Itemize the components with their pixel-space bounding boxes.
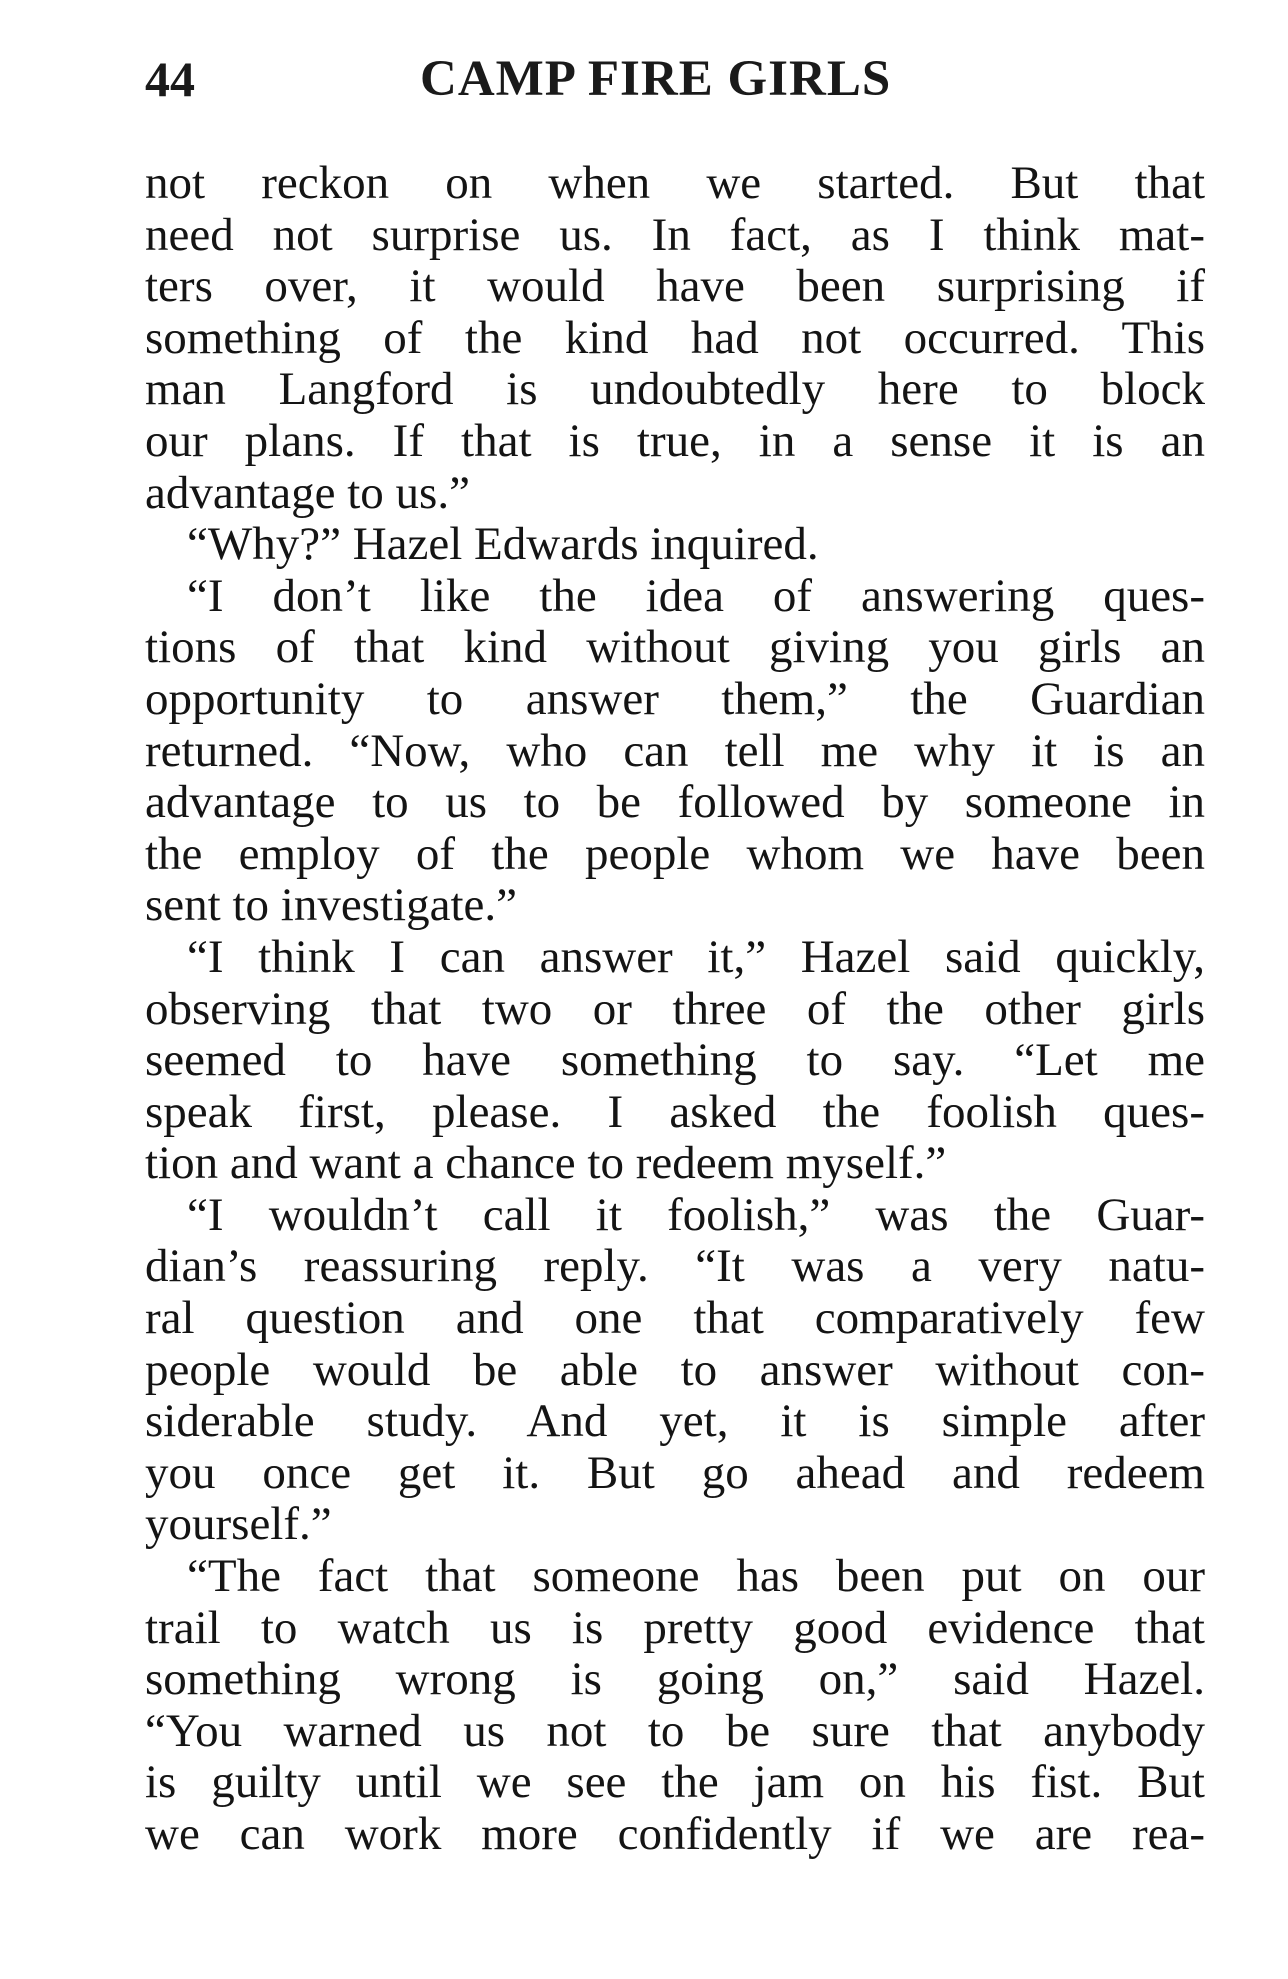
text-line: sent to investigate.” [145, 879, 517, 932]
body-text [145, 158, 1205, 1861]
text-line: seemed to have something to say. “Let me [145, 1034, 1205, 1087]
text-line: opportunity to answer them,” the Guardian [145, 672, 1205, 725]
text-line: siderable study. And yet, it is simple after [145, 1395, 1205, 1448]
text-line: “Why?” Hazel Edwards inquired. [187, 518, 819, 571]
text-line: yourself.” [145, 1498, 332, 1551]
text-line: ters over, it would have been surprising if [145, 260, 1205, 313]
text-line: ral question and one that comparatively few [145, 1292, 1205, 1345]
page-number: 44 [145, 51, 195, 107]
text-line: something of the kind had not occurred. This [145, 311, 1205, 364]
text-line: need not surprise us. In fact, as I think mat- [145, 208, 1205, 261]
text-line: “I wouldn’t call it foolish,” was the Guar- [187, 1188, 1205, 1241]
text-line: speak first, please. I asked the foolish ques- [145, 1085, 1205, 1138]
text-line: “I think I can answer it,” Hazel said quickly, [187, 930, 1205, 983]
text-line: man Langford is undoubtedly here to block [145, 363, 1205, 416]
text-line: people would be able to answer without con- [145, 1343, 1205, 1396]
text-line: something wrong is going on,” said Hazel. [145, 1653, 1205, 1706]
text-line: tion and want a chance to redeem myself.” [145, 1137, 947, 1190]
text-line: “The fact that someone has been put on our [187, 1550, 1205, 1603]
text-line: not reckon on when we started. But that [145, 157, 1205, 209]
text-line: tions of that kind without giving you girls an [145, 621, 1205, 674]
text-line: “You warned us not to be sure that anybody [145, 1704, 1205, 1757]
text-line: advantage to us.” [145, 466, 470, 519]
text-line: dian’s reassuring reply. “It was a very natu- [145, 1240, 1205, 1293]
text-line: observing that two or three of the other girls [145, 982, 1205, 1035]
running-head [145, 44, 1205, 114]
text-line: we can work more confidently if we are rea- [145, 1808, 1205, 1860]
text-line: “I don’t like the idea of answering ques- [187, 569, 1205, 622]
text-line: trail to watch us is pretty good evidence that [145, 1601, 1205, 1654]
text-line: is guilty until we see the jam on his fist. But [145, 1756, 1205, 1809]
text-line: returned. “Now, who can tell me why it is an [145, 724, 1205, 777]
text-line: our plans. If that is true, in a sense it is an [145, 414, 1205, 467]
text-line: the employ of the people whom we have been [145, 827, 1205, 880]
book-title: CAMP FIRE GIRLS [420, 51, 892, 107]
text-line: advantage to us to be followed by someone in [145, 776, 1205, 829]
text-line: you once get it. But go ahead and redeem [145, 1446, 1205, 1499]
